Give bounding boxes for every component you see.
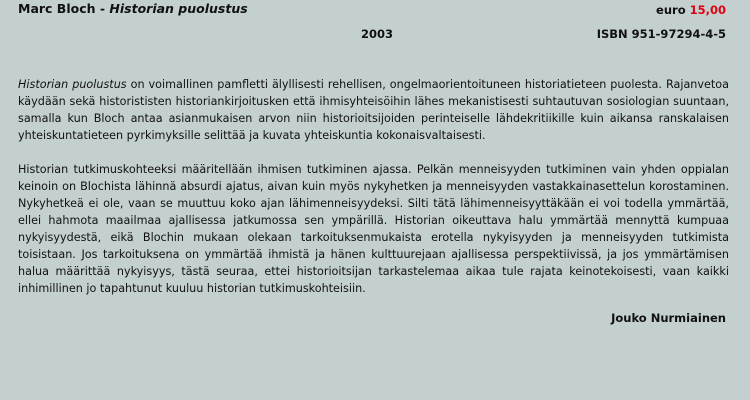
book-title-line [18, 1, 248, 16]
description-body [18, 76, 729, 314]
description-paragraph-1-text: on voimallinen pamfletti älyllisesti rehellisen, ongelmaorientoituneen historiatieteen puolesta. Rajanvetoa käydään sekä historististen historiankirjoitusken että ihmisyhteisöihin lähes mekanistisesti suhtautuvan sosiologian suuntaan, samalla kun Bloch antaa asianmukaisen arvon niin historioitsijoiden perinteiselle lähdekritiikille kuin aikansa ranskalaisen yhteiskuntatieteen pyrkimyksille selittää ja kuvata yhteiskuntia kokonaisvaltaisesti. [18, 78, 729, 142]
price-value: 15,00 [689, 3, 726, 17]
book-title: Historian puolustus [109, 1, 248, 16]
description-book-title: Historian puolustus [18, 78, 127, 91]
publication-year: 2003 [361, 27, 394, 41]
isbn: ISBN 951-97294-4-5 [596, 27, 726, 41]
price [656, 3, 726, 17]
price-label: euro [656, 3, 686, 17]
review-signature: Jouko Nurmiainen [611, 311, 726, 325]
title-separator: - [95, 1, 110, 16]
description-paragraph-1 [18, 76, 729, 144]
description-paragraph-2: Historian tutkimuskohteeksi määritellään ihmisen tutkiminen ajassa. Pelkän menneisyyden tutkiminen vain yhden oppialan keinoin on Blochista lähinnä absurdi ajatus, aivan kuin myös nykyhetken ja menneisyyden vastakkainasettelun korostaminen. Nykyhetkeä ei ole, vaan se muuttuu koko ajan lähimenneisyydeksi. Silti tätä lähimenneisyyttäkään ei voi todella ymmärtää, ellei hahmota maailmaa ajallisessa jatkumossa sen ympärillä. Historian oikeuttava halu ymmärtää mennyttä kumpuaa nykyisyydestä, eikä Blochin mukaan olekaan tarkoituksenmukaista erotella nykyisyyden ja menneisyyden tutkimista toisistaan. Jos tarkoituksena on ymmärtää ihmistä ja hänen kulttuurejaan ajallisessa perspektiivissä, ja jos ymmärtämisen halua määrittää nykyisyys, tästä seuraa, ettei historioitsijan tarkastelemaa aikaa tule rajata keinotekoisesti, vaan kaikki inhimillinen jo tapahtunut kuuluu historian tutkimuskohteisiin. [18, 163, 729, 295]
book-author: Marc Bloch [18, 1, 96, 16]
